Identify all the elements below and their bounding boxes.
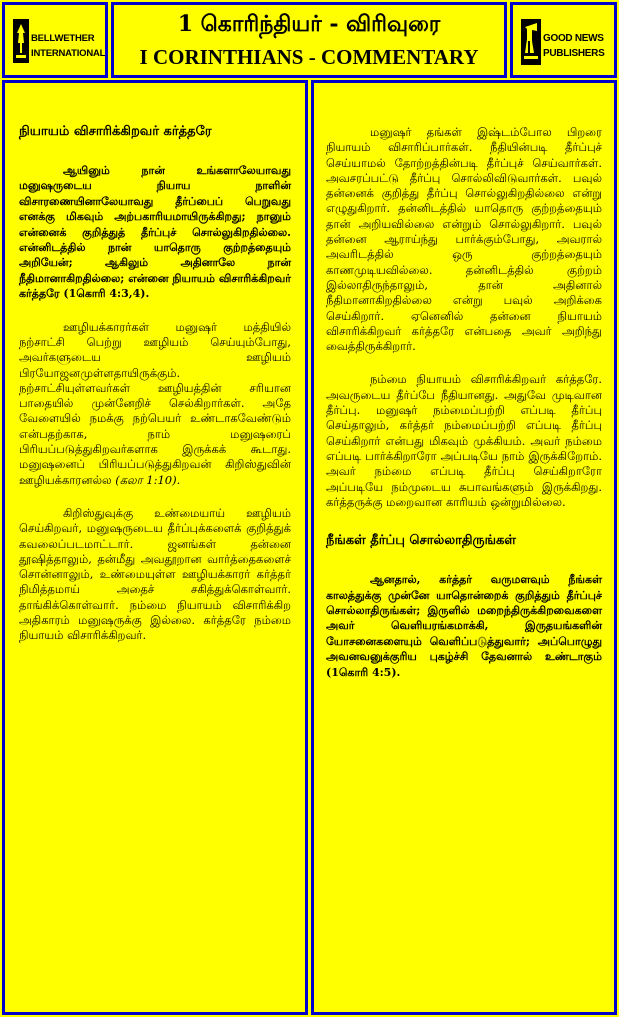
commentary-paragraph: நம்மை நியாயம் விசாரிக்கிறவர் கர்த்தரே. அவருடைய தீர்ப்பே நீதியானது. அதுவே முடிவான தீர்ப்பு. மனுஷர் நம்மைப்பற்றி எப்படி தீர்ப்பு செய்தாலும், கர்த்தர் நம்மைப்பற்றி எப்படி தீர்ப்பு செய்கிறார் என்பது மிகவும் முக்கியம். அவர் நம்மை எப்படி பார்க்கிறாரோ அப்படியே நாம் இருக்கிறோம். அவர் நம்மை எப்படி தீர்ப்பு செய்கிறாரோ அப்படியே நம்முடைய சுபாவங்களும் இருக்கிறது. கர்த்தருக்கு மறைவான காரியம் ஒன்றுமில்லை.	[326, 372, 602, 509]
commentary-paragraph: கிறிஸ்துவுக்கு உண்மையாய் ஊழியம் செய்கிறவர், மனுஷருடைய தீர்ப்புக்களைக் குறித்துக் கவலைப்படமாட்டார். ஜனங்கள் தன்னை தூஷித்தாலும், தன்மீது அவதூறான வார்த்தைகளைச் சொன்னாலும், உண்மையுள்ள ஊழியக்காரர் கர்த்தர் நிமித்தமாய் அதைச் சகித்துக்கொள்வார். தாங்கிக்கொள்வார். நம்மை நியாயம் விசாரிக்கிற அதிகாரம் மனுஷருக்கு இல்லை. கர்த்தரே நம்மை நியாயம் விசாரிக்கிறவர்.	[19, 505, 291, 643]
bellwether-logo	[11, 17, 106, 67]
bellwether-figure-icon	[13, 19, 29, 63]
title-box	[111, 2, 507, 78]
logo-text-line1: BELLWETHER	[31, 33, 95, 44]
title-english: I CORINTHIANS - COMMENTARY	[139, 45, 479, 69]
section-heading: நியாயம் விசாரிக்கிறவர் கர்த்தரே	[19, 124, 212, 139]
logo-text-line1: GOOD NEWS	[543, 33, 604, 44]
title-tamil: 1 கொரிந்தியர் - விரிவுரை	[177, 11, 441, 37]
scripture-verse: ஆயினும் நான் உங்களாலேயாவது மனுஷருடைய நியாய நாளின் விசாரணையினாலேயாவது தீர்ப்பைப் பெறுவது எனக்கு மிகவும் அற்பகாரியமாயிருக்கிறது; நானும் என்னைக் குறித்துத் தீர்ப்புச் சொல்லுகிறதில்லை. என்னிடத்தில் நான் யாதொரு குற்றத்தையும் அறியேன்; ஆகிலும் அதினாலே நான் நீதிமானாகிறதில்லை; என்னை நியாயம் விசாரிக்கிறவர் கர்த்தரே (1கொரி 4:3,4).	[19, 164, 291, 301]
section-heading: நீங்கள் தீர்ப்பு சொல்லாதிருங்கள்	[326, 533, 517, 549]
right-column	[311, 80, 617, 1015]
logo-text-line2: PUBLISHERS	[543, 48, 605, 59]
trumpet-figure-icon	[521, 19, 541, 65]
commentary-paragraph: மனுஷர் தங்கள் இஷ்டம்போல பிறரை நியாயம் விசாரிப்பார்கள். நீதியின்படி தீர்ப்புச் செய்யாமல் தோற்றத்தின்படி தீர்ப்புச் செய்வார்கள். அவசரப்பட்டு தீர்ப்பு சொல்லிவிடுவார்கள். பவுல் தன்னைக் குறித்து தீர்ப்பு சொல்லுகிறதில்லை என்று எழுதுகிறார். தன்னிடத்தில் யாதொரு குற்றத்தையும் தான் அறியவில்லை என்றும் சொல்லுகிறார். பவுல் தன்னை ஆராய்ந்து பார்க்கும்போது, அவரால் அவரிடத்தில் ஒரு குற்றத்தையும் காணமுடியவில்லை. தன்னிடத்தில் குற்றம் இல்லாதிருந்தாலும், தான் அதினால் நீதிமானாகிறதில்லை என்று பவுல் அறிக்கை செய்கிறார். ஏனெனில் தன்னை நியாயம் விசாரிக்கிறவர் கர்த்தரே என்பதை அவர் அறிந்து வைத்திருக்கிறார்.	[326, 125, 602, 354]
publisher-logo-box-left	[2, 2, 108, 78]
good-news-logo	[519, 17, 613, 67]
scripture-verse: ஆனதால், கர்த்தர் வருமளவும் நீங்கள் காலத்துக்கு முன்னே யாதொன்றைக் குறித்தும் தீர்ப்புச் சொல்லாதிருங்கள்; இருளில் மறைந்திருக்கிறவைகளை அவர் வெளியரங்கமாக்கி, இருதயங்களின் யோசனைகளையும் வெளிப்படுத்துவார்; அப்பொழுது அவனவனுக்குரிய புகழ்ச்சி தேவனால் உண்டாகும் (1கொரி 4:5).	[326, 573, 602, 679]
publisher-logo-box-right	[510, 2, 617, 78]
commentary-paragraph: ஊழியக்காரர்கள் மனுஷர் மத்தியில் நற்சாட்சி பெற்று ஊழியம் செய்யும்போது, அவர்களுடைய ஊழியம் பிரயோஜனமுள்ளதாயிருக்கும். நற்சாட்சியுள்ளவர்கள் ஊழியத்தின் சரியான பாதையில் முன்னேறிச் செல்கிறார்கள். அதே வேளையில் நமக்கு நற்பெயர் உண்டாகவேண்டும் என்பதற்காக, நாம் மனுஷரைப் பிரியப்படுத்துகிறவர்களாக இருக்கக் கூடாது. மனுஷனைப் பிரியப்படுத்துகிறவன் கிறிஸ்துவின் ஊழியக்காரனல்ல (கலா 1:10).	[19, 319, 291, 487]
header	[2, 2, 617, 78]
scripture-reference: (கலா 1:10).	[115, 472, 181, 487]
left-column	[2, 80, 308, 1015]
logo-text-line2: INTERNATIONAL	[31, 48, 106, 59]
